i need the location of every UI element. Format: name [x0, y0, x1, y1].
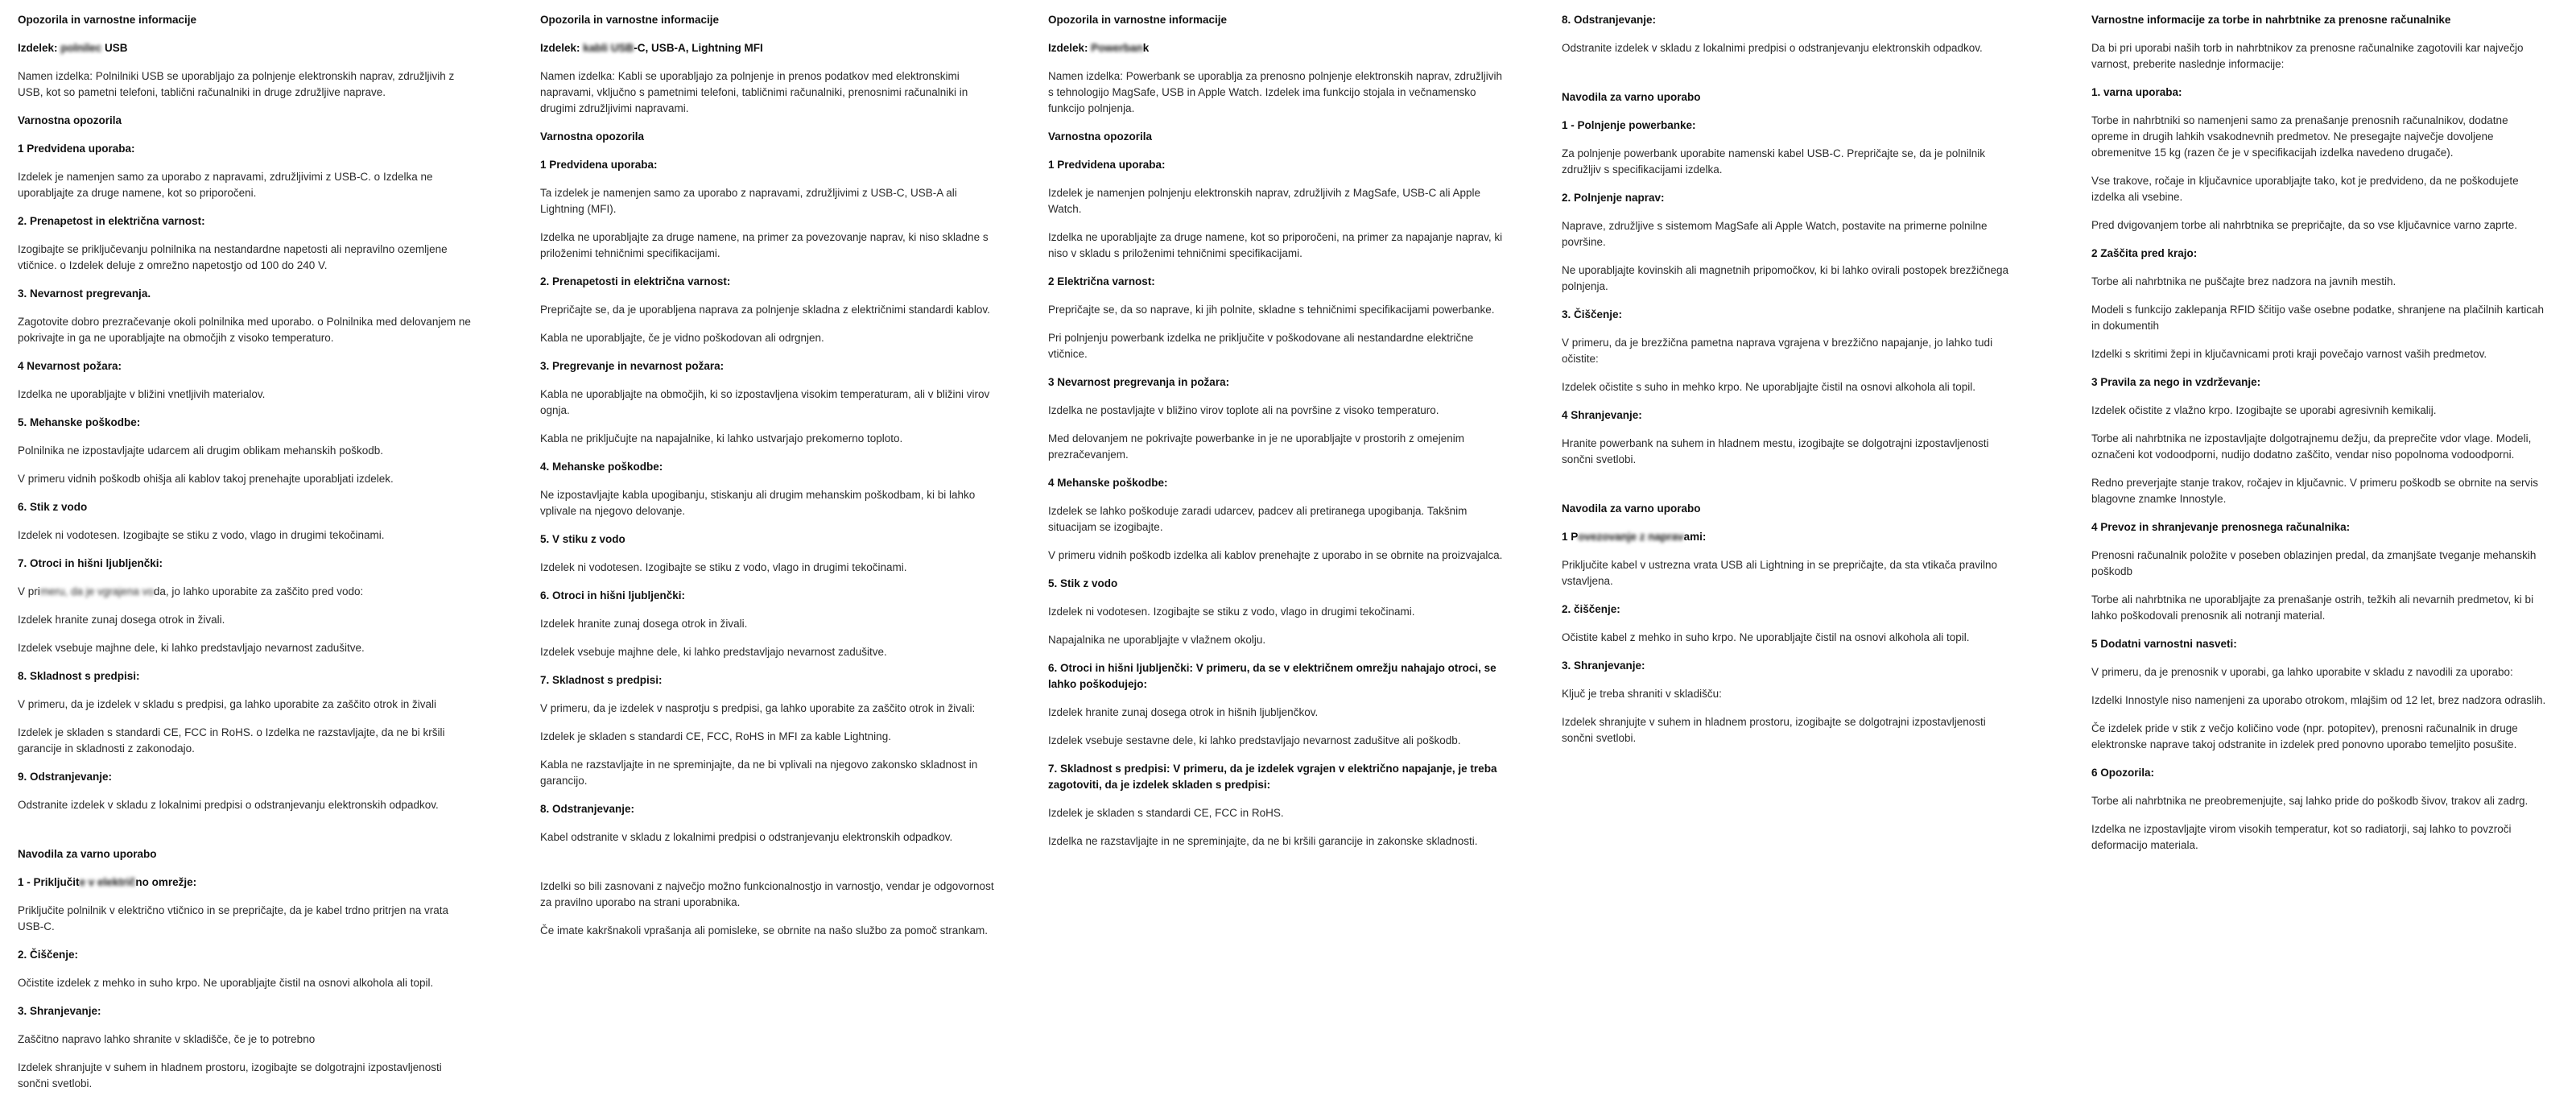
section-heading: 9. Odstranjevanje: [18, 771, 113, 783]
section-heading: 1. varna uporaba: [2091, 86, 2182, 98]
paragraph: Torbe ali nahrbtnika ne izpostavljajte dolgotrajnemu dežju, da preprečite vdor vlage. Modeli, označeni kot vodoodporni, nudijo dodatno zaščito, vendar niso popolnoma vodoodporni. [2091, 432, 2532, 461]
section-heading: Opozorila in varnostne informacije [18, 14, 197, 26]
paragraph: Priključite kabel v ustrezna vrata USB ali Lightning in se prepričajte, da sta vtikača pravilno vstavljena. [1562, 559, 1998, 587]
section-heading: 2 Električna varnost: [1048, 275, 1155, 287]
paragraph: V primeru vidnih poškodb izdelka ali kablov prenehajte z uporabo in se obrnite na proizvajalca. [1048, 549, 1503, 561]
paragraph: Kabel odstranite v skladu z lokalnimi predpisi o odstranjevanju elektronskih odpadkov. [540, 831, 953, 843]
text-segment: -C, USB-A, Lightning MFI [634, 42, 763, 54]
paragraph: Vse trakove, ročaje in ključavnice uporabljajte tako, kot je predvideno, da ne poškodujete izdelka ali vsebine. [2091, 175, 2519, 203]
section-heading: 4 Nevarnost požara: [18, 360, 122, 372]
paragraph: Kabla ne priključujte na napajalnike, ki lahko ustvarjajo prekomerno toploto. [540, 432, 903, 444]
paragraph: Torbe ali nahrbtnika ne uporabljajte za prenašanje ostrih, težkih ali nevarnih predmetov, ki bi lahko poškodovali prenosnik ali notranji material. [2091, 593, 2534, 622]
paragraph: V primeru, da je izdelek v skladu s predpisi, ga lahko uporabite za zaščito otrok in živali [18, 698, 437, 710]
paragraph: Kabla ne uporabljajte na območjih, ki so izpostavljena visokim temperaturam, ali v bližini virov ognja. [540, 388, 990, 416]
paragraph: Ta izdelek je namenjen samo za uporabo z napravami, združljivimi z USB-C, USB-A ali Lightning (MFI). [540, 187, 957, 215]
paragraph: Zagotovite dobro prezračevanje okoli polnilnika med uporabo. o Polnilnika med delovanjem ne pokrivajte in ga ne uporabljajte na območjih z visoko temperaturo. [18, 316, 471, 344]
text-segment: da, jo lahko uporabite za zaščito pred vodo: [153, 585, 364, 597]
smudged-text: ovezovanje z naprav [1578, 531, 1684, 543]
paragraph: Za polnjenje powerbank uporabite namenski kabel USB-C. Prepričajte se, da je polnilnik združljiv s specifikacijami izdelka. [1562, 147, 1986, 176]
paragraph: Če imate kakršnakoli vprašanja ali pomisleke, se obrnite na našo službo za pomoč strankam. [540, 924, 989, 937]
text-segment: 1 - Priključit [18, 876, 80, 888]
paragraph: Namen izdelka: Powerbank se uporablja za prenosno polnjenje elektronskih naprav, združljivih s tehnologijo MagSafe, USB in Apple Watch. Izdelek ima funkcijo stojala in večnamensko funkcijo polnjenja. [1048, 70, 1503, 114]
paragraph: Izdelka ne izpostavljajte virom visokih temperatur, kot so radiatorji, saj lahko to povzroči deformacijo materiala. [2091, 823, 2512, 851]
section-heading: 6. Otroci in hišni ljubljenčki: [540, 589, 686, 602]
smudged-text: kabli USB [583, 42, 634, 54]
paragraph: Da bi pri uporabi naših torb in nahrbtnikov za prenosne računalnike zagotovili kar največjo varnost, preberite naslednje informacije: [2091, 42, 2524, 70]
section-heading: 8. Skladnost s predpisi: [18, 670, 140, 682]
paragraph: Namen izdelka: Kabli se uporabljajo za polnjenje in prenos podatkov med elektronskimi napravami, vključno s pametnimi telefoni, tabličnimi računalniki, prenosnimi računalniki in drugimi združljivimi napravami. [540, 70, 968, 114]
section-heading [18, 40, 473, 56]
paragraph: Izdelka ne uporabljajte v bližini vnetljivih materialov. [18, 388, 266, 400]
paragraph: Izdelka ne uporabljajte za druge namene, kot so priporočeni, na primer za napajanje naprav, ki niso v skladu s priloženimi tehničnimi specifikacijami. [1048, 231, 1503, 259]
paragraph: Izdelek je namenjen polnjenju elektronskih naprav, združljivih z MagSafe, USB-C ali Apple Watch. [1048, 187, 1481, 215]
column-usb-charger [18, 12, 473, 1104]
section-heading: 2. čiščenje: [1562, 603, 1620, 615]
paragraph: Kabla ne uporabljajte, če je vidno poškodovan ali odrgnjen. [540, 332, 824, 344]
paragraph: Izdelek ni vodotesen. Izogibajte se stiku z vodo, vlago in drugimi tekočinami. [18, 529, 385, 541]
paragraph: Ključ je treba shraniti v skladišču: [1562, 688, 1722, 700]
paragraph: Torbe in nahrbtniki so namenjeni samo za prenašanje prenosnih računalnikov, dodatne opreme in drugih lahkih vsakodnevnih predmetov. Ne presegajte največje dovoljene obremenitve 15 kg (razen če je v specifikacijah izdelka navedeno drugače). [2091, 114, 2508, 159]
paragraph: Očistite kabel z mehko in suho krpo. Ne uporabljajte čistil na osnovi alkohola ali topil. [1562, 631, 1970, 643]
section-heading: 6. Otroci in hišni ljubljenčki: V primeru, da se v električnem omrežju nahajajo otroci, se lahko poškodujejo: [1048, 662, 1496, 690]
section-heading: Opozorila in varnostne informacije [540, 14, 720, 26]
section-heading: 7. Skladnost s predpisi: [540, 674, 663, 686]
section-heading: 1 Predvidena uporaba: [18, 143, 135, 155]
paragraph: Namen izdelka: Polnilniki USB se uporabljajo za polnjenje elektronskih naprav, združljivih z USB, kot so pametni telefoni, tablični računalniki in druge združljive naprave. [18, 70, 455, 98]
section-heading: 5. V stiku z vodo [540, 533, 625, 545]
paragraph: Pri polnjenju powerbank izdelka ne priključite v poškodovane ali nestandardne električne vtičnice. [1048, 332, 1474, 360]
paragraph: Izdelek očistite z vlažno krpo. Izogibajte se uporabi agresivnih kemikalij. [2091, 404, 2437, 416]
paragraph: Zaščitno napravo lahko shranite v skladišče, če je to potrebno [18, 1033, 316, 1045]
section-gap [1562, 480, 2017, 501]
paragraph: Izdelek hranite zunaj dosega otrok in hišnih ljubljenčkov. [1048, 706, 1319, 718]
paragraph: Izdelek shranjujte v suhem in hladnem prostoru, izogibajte se dolgotrajni izpostavljenosti sončni svetlobi. [18, 1061, 442, 1090]
section-heading: 2 Zaščita pred krajo: [2091, 247, 2198, 259]
paragraph: Priključite polnilnik v električno vtičnico in se prepričajte, da je kabel trdno pritrjen na vrata USB-C. [18, 904, 449, 932]
paragraph: Izdelek hranite zunaj dosega otrok in živali. [18, 614, 225, 626]
smudged-text: e v električ [79, 876, 136, 888]
paragraph [18, 584, 473, 600]
column-cables [540, 12, 996, 951]
section-heading [540, 40, 996, 56]
paragraph: V primeru, da je brezžična pametna naprava vgrajena v brezžično napajanje, jo lahko tudi očistite: [1562, 337, 1993, 365]
paragraph: Pred dvigovanjem torbe ali nahrbtnika se prepričajte, da so vse ključavnice varno zaprte. [2091, 219, 2518, 231]
text-segment: Izdelek: [540, 42, 584, 54]
paragraph: Modeli s funkcijo zaklepanja RFID ščitijo vaše osebne podatke, shranjene na plačilnih karticah in dokumentih [2091, 304, 2545, 332]
section-heading: 3. Pregrevanje in nevarnost požara: [540, 360, 724, 372]
column-powerbank [1048, 12, 1504, 862]
section-heading: 3. Shranjevanje: [1562, 660, 1645, 672]
section-heading: 7. Skladnost s predpisi: V primeru, da je izdelek vgrajen v električno napajanje, je treba zagotoviti, da je izdelek skladen s predpisi: [1048, 763, 1497, 791]
paragraph: Izdelek očistite s suho in mehko krpo. Ne uporabljajte čistil na osnovi alkohola ali topil. [1562, 381, 1976, 393]
paragraph: V primeru, da je izdelek v nasprotju s predpisi, ga lahko uporabite za zaščito otrok in živali: [540, 702, 976, 714]
section-heading: 2. Prenapetosti in električna varnost: [540, 275, 731, 287]
section-heading: 5. Mehanske poškodbe: [18, 416, 141, 428]
section-heading: 2. Polnjenje naprav: [1562, 192, 1665, 204]
section-heading: 8. Odstranjevanje: [1562, 14, 1657, 26]
paragraph: Očistite izdelek z mehko in suho krpo. Ne uporabljajte čistil na osnovi alkohola ali topil. [18, 977, 434, 989]
smudged-text: polnilec [60, 42, 102, 54]
paragraph: Hranite powerbank na suhem in hladnem mestu, izogibajte se dolgotrajni izpostavljenosti sončni svetlobi. [1562, 437, 1989, 465]
text-segment: 1 P [1562, 531, 1579, 543]
paragraph: V primeru vidnih poškodb ohišja ali kablov takoj prenehajte uporabljati izdelek. [18, 473, 394, 485]
section-gap [18, 825, 473, 846]
paragraph: Izdelka ne postavljajte v bližino virov toplote ali na površine z visoko temperaturo. [1048, 404, 1439, 416]
paragraph: Prepričajte se, da so naprave, ki jih polnite, skladne s tehničnimi specifikacijami powerbanke. [1048, 304, 1495, 316]
paragraph: Odstranite izdelek v skladu z lokalnimi predpisi o odstranjevanju elektronskih odpadkov. [1562, 42, 1983, 54]
paragraph: Torbe ali nahrbtnika ne preobremenjujte, saj lahko pride do poškodb šivov, trakov ali zadrg. [2091, 795, 2529, 807]
paragraph: Izdelek je namenjen samo za uporabo z napravami, združljivimi z USB-C. o Izdelka ne uporabljajte za druge namene, kot so priporočeni. [18, 171, 433, 199]
section-heading: 4 Mehanske poškodbe: [1048, 477, 1168, 489]
section-heading [18, 875, 473, 891]
column-laptop-bags [2091, 12, 2547, 866]
section-heading: Navodila za varno uporabo [1562, 502, 1701, 515]
section-heading: 6. Stik z vodo [18, 501, 88, 513]
paragraph: Torbe ali nahrbtnika ne puščajte brez nadzora na javnih mestih. [2091, 275, 2396, 287]
section-heading: 2. Čiščenje: [18, 949, 79, 961]
paragraph: Ne izpostavljajte kabla upogibanju, stiskanju ali drugim mehanskim poškodbam, ki bi lahko vplivale na njegovo delovanje. [540, 489, 976, 517]
paragraph: Izdelka ne uporabljajte za druge namene, na primer za povezovanje naprav, ki niso skladne s priloženimi tehničnimi specifikacijami. [540, 231, 989, 259]
section-heading: 4. Mehanske poškodbe: [540, 461, 663, 473]
section-heading: 8. Odstranjevanje: [540, 803, 635, 815]
paragraph: Prenosni računalnik položite v poseben oblazinjen predal, da zmanjšate tveganje mehanskih poškodb [2091, 549, 2537, 577]
paragraph: Izdelki Innostyle niso namenjeni za uporabo otrokom, mlajšim od 12 let, brez nadzora odraslih. [2091, 694, 2546, 706]
section-heading: 3. Nevarnost pregrevanja. [18, 287, 151, 300]
section-heading: 5. Stik z vodo [1048, 577, 1118, 589]
paragraph: Izdelek vsebuje majhne dele, ki lahko predstavljajo nevarnost zadušitve. [18, 642, 365, 654]
text-segment: ami: [1683, 531, 1707, 543]
paragraph: Izdelek vsebuje majhne dele, ki lahko predstavljajo nevarnost zadušitve. [540, 646, 887, 658]
text-segment: Izdelek: [18, 42, 61, 54]
paragraph: Odstranite izdelek v skladu z lokalnimi predpisi o odstranjevanju elektronskih odpadkov. [18, 799, 439, 811]
paragraph: Ne uporabljajte kovinskih ali magnetnih pripomočkov, ki bi lahko ovirali postopek brezžičnega polnjenja. [1562, 264, 2009, 292]
column-powerbank-usage [1562, 12, 2017, 759]
text-segment: Izdelek: [1048, 42, 1092, 54]
paragraph: Izdelki s skritimi žepi in ključavnicami proti kraji povečajo varnost vaših predmetov. [2091, 348, 2487, 360]
section-heading: 1 Predvidena uporaba: [1048, 159, 1166, 171]
paragraph: V primeru, da je prenosnik v uporabi, ga lahko uporabite v skladu z navodili za uporabo: [2091, 666, 2513, 678]
section-heading: 1 Predvidena uporaba: [540, 159, 658, 171]
section-heading: Opozorila in varnostne informacije [1048, 14, 1228, 26]
section-gap [1562, 68, 2017, 89]
paragraph: Izdelek se lahko poškoduje zaradi udarcev, padcev ali pretiranega upogibanja. Takšnim situacijam se izogibajte. [1048, 505, 1468, 533]
paragraph: Če izdelek pride v stik z večjo količino vode (npr. potopitev), prenosni računalnik in druge elektronske naprave takoj odstranite in izdelek pred ponovno uporabo temeljito posušite. [2091, 722, 2518, 750]
paragraph: Naprave, združljive s sistemom MagSafe ali Apple Watch, postavite na primerne polnilne površine. [1562, 220, 1988, 248]
paragraph: Prepričajte se, da je uporabljena naprava za polnjenje skladna z električnimi standardi kablov. [540, 304, 990, 316]
paragraph: Izdelek vsebuje sestavne dele, ki lahko predstavljajo nevarnost zadušitve ali poškodb. [1048, 734, 1461, 746]
section-heading: 3. Čiščenje: [1562, 308, 1623, 320]
section-gap [540, 858, 996, 879]
smudged-text: meru, da je vgrajena vo [39, 585, 154, 597]
section-heading: Navodila za varno uporabo [18, 848, 157, 860]
section-heading: 6 Opozorila: [2091, 767, 2155, 779]
paragraph: Izdelek je skladen s standardi CE, FCC in RoHS. o Izdelka ne razstavljajte, da ne bi kršili garancije in skladnosti z zakonodajo. [18, 726, 445, 755]
paragraph: Izdelek ni vodotesen. Izogibajte se stiku z vodo, vlago in drugimi tekočinami. [540, 561, 907, 573]
section-heading: 4 Prevoz in shranjevanje prenosnega računalnika: [2091, 521, 2351, 533]
section-heading: 7. Otroci in hišni ljubljenčki: [18, 557, 163, 569]
section-heading [1562, 529, 2017, 545]
section-heading: 1 - Polnjenje powerbanke: [1562, 119, 1696, 131]
text-segment: USB [101, 42, 128, 54]
paragraph: Izdelki so bili zasnovani z največjo možno funkcionalnostjo in varnostjo, vendar je odgovornost za pravilno uporabo na strani uporabnika. [540, 880, 994, 908]
section-heading: Navodila za varno uporabo [1562, 91, 1701, 103]
section-heading: Varnostna opozorila [1048, 130, 1153, 143]
section-heading: 3. Shranjevanje: [18, 1005, 101, 1017]
section-heading: Varnostna opozorila [18, 114, 122, 126]
text-segment: V pri [18, 585, 40, 597]
text-segment: k [1142, 42, 1150, 54]
paragraph: Polnilnika ne izpostavljajte udarcem ali drugim oblikam mehanskih poškodb. [18, 444, 383, 457]
paragraph: Izdelek je skladen s standardi CE, FCC in RoHS. [1048, 807, 1284, 819]
paragraph: Kabla ne razstavljajte in ne spreminjajte, da ne bi vplivali na njegovo zakonsko skladnost in garancijo. [540, 759, 978, 787]
paragraph: Izdelek ni vodotesen. Izogibajte se stiku z vodo, vlago in drugimi tekočinami. [1048, 606, 1415, 618]
section-heading: 5 Dodatni varnostni nasveti: [2091, 638, 2237, 650]
section-heading: Varnostne informacije za torbe in nahrbtnike za prenosne računalnike [2091, 14, 2451, 26]
paragraph: Redno preverjajte stanje trakov, ročajev in ključavnic. V primeru poškodb se obrnite na servis blagovne znamke Innostyle. [2091, 477, 2539, 505]
paragraph: Izdelka ne razstavljajte in ne spreminjajte, da ne bi kršili garancije in zakonske skladnosti. [1048, 835, 1478, 847]
section-heading: 3 Nevarnost pregrevanja in požara: [1048, 376, 1230, 388]
section-heading [1048, 40, 1504, 56]
section-heading: 2. Prenapetost in električna varnost: [18, 215, 205, 227]
paragraph: Napajalnika ne uporabljajte v vlažnem okolju. [1048, 634, 1266, 646]
section-heading: 3 Pravila za nego in vzdrževanje: [2091, 376, 2261, 388]
section-heading: Varnostna opozorila [540, 130, 645, 143]
smudged-text: Powerban [1091, 42, 1143, 54]
text-segment: no omrežje: [135, 876, 197, 888]
section-heading: 4 Shranjevanje: [1562, 409, 1642, 421]
paragraph: Izdelek hranite zunaj dosega otrok in živali. [540, 618, 748, 630]
paragraph: Izogibajte se priključevanju polnilnika na nestandardne napetosti ali nepravilno ozemljene vtičnice. o Izdelek deluje z omrežno napetostjo od 100 do 240 V. [18, 243, 448, 271]
paragraph: Izdelek je skladen s standardi CE, FCC, RoHS in MFI za kable Lightning. [540, 730, 891, 742]
paragraph: Med delovanjem ne pokrivajte powerbanke in je ne uporabljajte v prostorih z omejenim prezračevanjem. [1048, 432, 1465, 461]
paragraph: Izdelek shranjujte v suhem in hladnem prostoru, izogibajte se dolgotrajni izpostavljenosti sončni svetlobi. [1562, 716, 1986, 744]
